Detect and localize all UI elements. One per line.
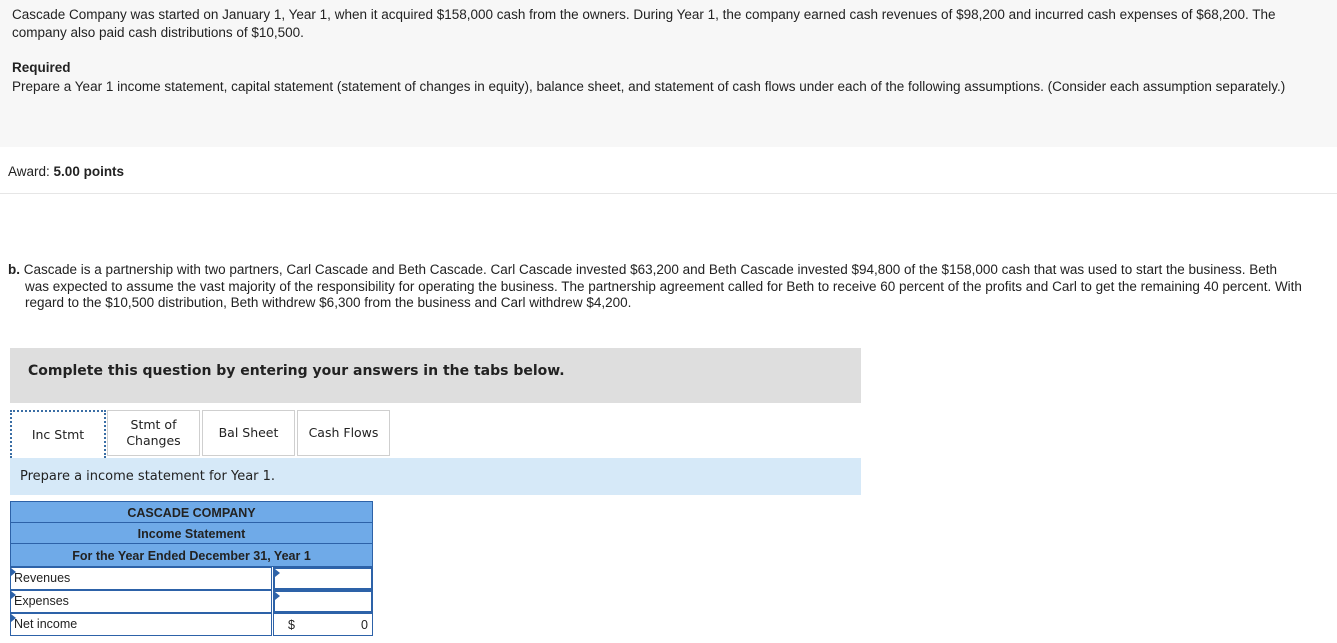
table-row — [10, 590, 373, 613]
revenues-input[interactable] — [273, 567, 373, 590]
award-label: Award: — [8, 164, 50, 179]
part-b-line1: Cascade is a partnership with two partners, Carl Cascade and Beth Cascade. Carl Cascade invested $63,200 and Beth Cascade invested $94,800 of the $158,000 cash that was used to start the business. Beth — [23, 262, 1278, 277]
dropdown-marker-icon — [11, 614, 16, 622]
dropdown-marker-icon — [11, 568, 16, 576]
award-line — [8, 164, 124, 179]
tab-stmt-of-changes[interactable]: Stmt of Changes — [107, 410, 200, 456]
expenses-label-cell[interactable] — [10, 590, 272, 613]
prompt-text: Prepare a income statement for Year 1. — [20, 469, 276, 484]
net-income-value: 0 — [361, 618, 368, 632]
currency-symbol: $ — [288, 618, 295, 632]
dropdown-marker-icon — [11, 591, 16, 599]
net-income-total — [273, 613, 373, 636]
divider — [0, 193, 1337, 194]
statement-title: Income Statement — [10, 522, 373, 544]
statement-period: For the Year Ended December 31, Year 1 — [10, 543, 373, 567]
intro-text: Cascade Company was started on January 1, Year 1, when it acquired $158,000 cash from the owners. During Year 1, the company earned cash revenues of $98,200 and incurred cash expenses of $68,200. The company also paid cash distributions of $10,500. — [12, 7, 1276, 40]
net-income-label-cell[interactable] — [10, 613, 272, 636]
award-value: 5.00 points — [53, 164, 125, 179]
prompt-bar — [10, 458, 861, 495]
problem-intro — [0, 0, 1337, 147]
required-title: Required — [12, 60, 71, 75]
tab-cash-flows[interactable]: Cash Flows — [297, 410, 390, 456]
instructions-box — [10, 348, 861, 403]
part-b-text — [8, 262, 1328, 312]
net-income-label: Net income — [14, 617, 78, 631]
expenses-input[interactable] — [273, 590, 373, 613]
dropdown-marker-icon — [275, 569, 280, 577]
revenues-label-cell[interactable] — [10, 567, 272, 590]
part-b-rest: was expected to assume the vast majority of the responsibility for operating the business. The partnership agreement called for Beth to receive 60 percent of the profits and Carl to get the remaining 40 percent. With regard to the $10,500 distribution, Beth withdrew $6,300 from the business and Carl withdrew $4,200. — [25, 278, 1302, 310]
tab-bal-sheet[interactable]: Bal Sheet — [202, 410, 295, 456]
table-row — [10, 567, 373, 590]
revenues-label: Revenues — [14, 571, 71, 585]
instructions-text: Complete this question by entering your answers in the tabs below. — [28, 363, 565, 379]
table-row — [10, 613, 373, 636]
expenses-label: Expenses — [14, 594, 69, 608]
income-statement-table — [10, 501, 373, 636]
tab-inc-stmt[interactable]: Inc Stmt — [10, 410, 106, 458]
company-name: CASCADE COMPANY — [10, 501, 373, 523]
dropdown-marker-icon — [275, 592, 280, 600]
part-b-label: b. — [8, 262, 20, 277]
required-text: Prepare a Year 1 income statement, capital statement (statement of changes in equity), balance sheet, and statement of cash flows under each of the following assumptions. (Consider each assumption separately.) — [12, 79, 1286, 94]
